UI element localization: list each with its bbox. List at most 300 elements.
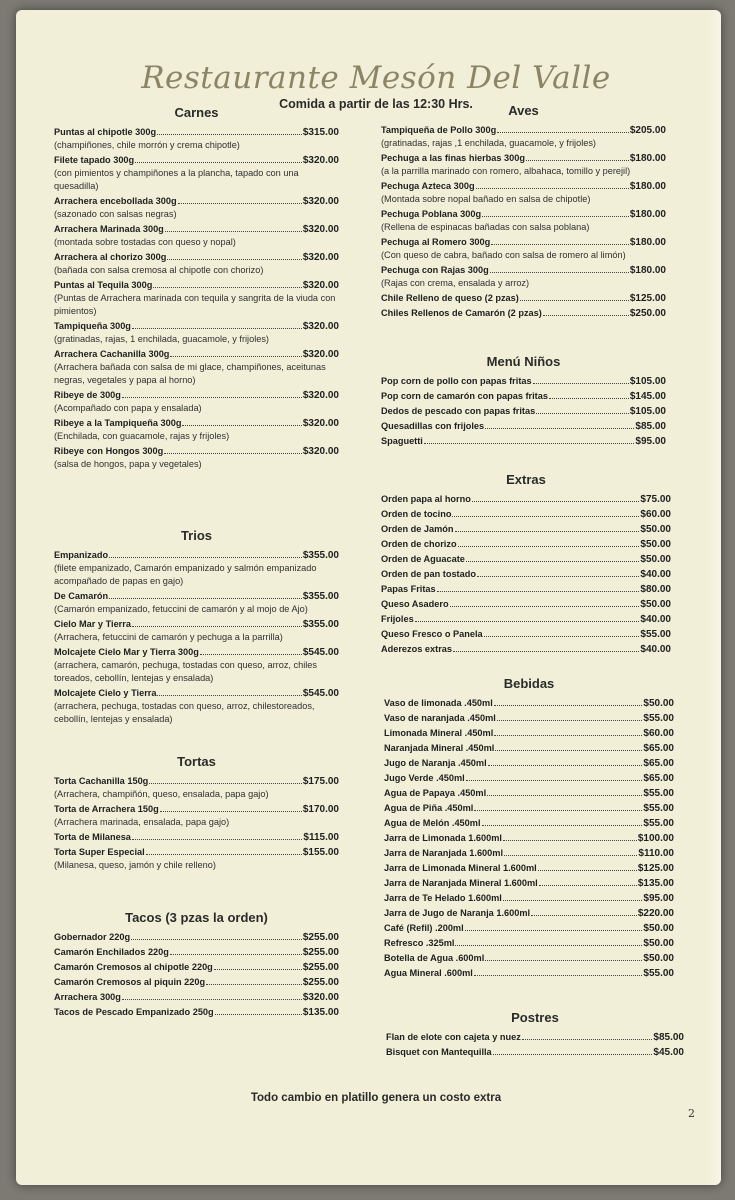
item-name: Pechuga Azteca 300g xyxy=(381,181,475,191)
item-price: $355.00 xyxy=(302,591,339,602)
item-price: $60.00 xyxy=(640,509,671,520)
menu-item xyxy=(54,445,339,471)
dot-leader xyxy=(109,598,302,599)
item-name: Camarón Cremosos al piquin 220g xyxy=(54,977,206,987)
dot-leader xyxy=(132,839,302,840)
menu-item xyxy=(381,435,666,448)
section-extras xyxy=(381,472,671,658)
item-description: (a la parrilla marinado con romero, albahaca, tomillo y perejil) xyxy=(381,166,631,176)
dot-leader xyxy=(494,705,643,706)
item-price: $255.00 xyxy=(302,932,339,943)
item-price: $320.00 xyxy=(302,446,339,457)
item-name: Agua de Melón .450ml xyxy=(384,818,481,828)
menu-item xyxy=(54,417,339,443)
item-description: (filete empanizado, Camarón empanizado y salmón empanizado acompañado de papas en gajo) xyxy=(54,563,317,586)
item-name: Arrachera encebollada 300g xyxy=(54,196,177,206)
menu-item-row xyxy=(381,390,666,403)
item-price: $55.00 xyxy=(640,629,671,640)
item-name: Bisquet con Mantequilla xyxy=(386,1047,492,1057)
item-price: $85.00 xyxy=(635,421,666,432)
item-name: Queso Fresco o Panela xyxy=(381,629,483,639)
section-heading: Trios xyxy=(180,528,213,543)
menu-item-row xyxy=(381,180,666,193)
dot-leader xyxy=(472,501,640,502)
menu-item-row xyxy=(384,772,674,785)
menu-item xyxy=(54,154,339,193)
menu-item xyxy=(384,952,674,965)
menu-item xyxy=(381,375,666,388)
dot-leader xyxy=(497,720,643,721)
menu-item xyxy=(381,390,666,403)
item-description: (gratinadas, rajas, 1 enchilada, guacamole, y frijoles) xyxy=(54,334,269,344)
item-name: Queso Asadero xyxy=(381,599,449,609)
item-price: $40.00 xyxy=(640,569,671,580)
menu-item xyxy=(384,712,674,725)
item-price: $320.00 xyxy=(302,321,339,332)
menu-item xyxy=(381,180,666,206)
dot-leader xyxy=(549,398,629,399)
item-name: Tacos de Pescado Empanizado 250g xyxy=(54,1007,214,1017)
dot-leader xyxy=(153,287,301,288)
menu-item xyxy=(54,549,339,588)
dot-leader xyxy=(494,735,642,736)
footer-note: Todo cambio en platillo genera un costo extra xyxy=(250,1092,502,1104)
item-name: Cielo Mar y Tierra xyxy=(54,619,131,629)
dot-leader xyxy=(200,654,302,655)
dot-leader xyxy=(453,651,639,652)
item-name: Ribeye a la Tampiqueña 300g xyxy=(54,418,182,428)
item-price: $40.00 xyxy=(640,614,671,625)
menu-item-row xyxy=(384,802,674,815)
menu-item xyxy=(386,1046,684,1059)
menu-item xyxy=(381,568,671,581)
dot-leader xyxy=(165,231,302,232)
menu-item xyxy=(381,523,671,536)
section-heading: Carnes xyxy=(174,105,219,120)
menu-item-row xyxy=(381,292,666,305)
menu-item xyxy=(381,208,666,234)
dot-leader xyxy=(132,626,302,627)
menu-item-row xyxy=(54,251,339,264)
menu-item-row xyxy=(381,264,666,277)
item-name: Limonada Mineral .450ml xyxy=(384,728,494,738)
dot-leader xyxy=(131,939,302,940)
item-price: $180.00 xyxy=(629,237,666,248)
item-price: $65.00 xyxy=(643,773,674,784)
item-name: Quesadillas con frijoles xyxy=(381,421,485,431)
menu-item-row xyxy=(384,952,674,965)
item-description: (Arrachera, champiñón, queso, ensalada, papa gajo) xyxy=(54,789,269,799)
dot-leader xyxy=(485,960,642,961)
dot-leader xyxy=(167,259,302,260)
item-description: (champiñones, chile morrón y crema chipotle) xyxy=(54,140,240,150)
menu-item xyxy=(54,251,339,277)
dot-leader xyxy=(452,516,639,517)
item-name: Jarra de Limonada 1.600ml xyxy=(384,833,502,843)
item-name: Pop corn de camarón con papas fritas xyxy=(381,391,548,401)
menu-item xyxy=(384,907,674,920)
menu-item xyxy=(381,420,666,433)
item-price: $320.00 xyxy=(302,155,339,166)
item-description: (Con queso de cabra, bañado con salsa de romero al limón) xyxy=(381,250,626,260)
menu-item-row xyxy=(381,553,671,566)
menu-item xyxy=(384,787,674,800)
menu-item xyxy=(384,922,674,935)
menu-item-row xyxy=(54,618,339,631)
item-name: Papas Fritas xyxy=(381,584,436,594)
item-name: Jarra de Naranjada Mineral 1.600ml xyxy=(384,878,538,888)
menu-item-row xyxy=(54,687,339,700)
item-name: Flan de elote con cajeta y nuez xyxy=(386,1032,521,1042)
dot-leader xyxy=(122,999,302,1000)
item-price: $50.00 xyxy=(643,923,674,934)
menu-item xyxy=(54,775,339,801)
menu-item-row xyxy=(54,279,339,292)
section-tacos xyxy=(54,910,339,1021)
menu-item-row xyxy=(384,877,674,890)
item-name: Vaso de naranjada .450ml xyxy=(384,713,496,723)
section-heading: Tortas xyxy=(177,754,216,769)
section-heading: Aves xyxy=(508,103,539,118)
dot-leader xyxy=(182,425,301,426)
dot-leader xyxy=(206,984,302,985)
section-postres xyxy=(386,1010,684,1061)
item-price: $100.00 xyxy=(637,833,674,844)
menu-item-row xyxy=(381,208,666,221)
menu-item xyxy=(381,598,671,611)
item-name: De Camarón xyxy=(54,591,109,601)
menu-item xyxy=(381,236,666,262)
menu-item-row xyxy=(381,643,671,656)
item-description: (arrachera, camarón, pechuga, tostadas con queso, arroz, chiles toreados, cebollín, lentejas y ensalada) xyxy=(54,660,318,683)
item-price: $180.00 xyxy=(629,153,666,164)
dot-leader xyxy=(455,531,640,532)
item-name: Tampiqueña 300g xyxy=(54,321,131,331)
item-name: Orden de chorizo xyxy=(381,539,457,549)
item-name: Torta Super Especial xyxy=(54,847,145,857)
dot-leader xyxy=(170,356,301,357)
item-description: (sazonado con salsas negras) xyxy=(54,209,177,219)
item-description: (Arrachera marinada, ensalada, papa gajo) xyxy=(54,817,230,827)
item-name: Tampiqueña de Pollo 300g xyxy=(381,125,497,135)
dot-leader xyxy=(543,315,629,316)
dot-leader xyxy=(178,203,302,204)
item-description: (bañada con salsa cremosa al chipotle con chorizo) xyxy=(54,265,264,275)
menu-item-row xyxy=(54,646,339,659)
menu-item-row xyxy=(54,946,339,959)
item-price: $545.00 xyxy=(302,647,339,658)
menu-item xyxy=(381,583,671,596)
item-name: Arrachera Marinada 300g xyxy=(54,224,164,234)
item-name: Vaso de limonada .450ml xyxy=(384,698,493,708)
item-name: Pechuga al Romero 300g xyxy=(381,237,491,247)
menu-item xyxy=(381,538,671,551)
item-price: $110.00 xyxy=(638,848,674,859)
menu-item-row xyxy=(381,538,671,551)
menu-item xyxy=(54,320,339,346)
item-price: $50.00 xyxy=(643,938,674,949)
menu-item-row xyxy=(384,712,674,725)
menu-item xyxy=(381,405,666,418)
item-description: (salsa de hongos, papa y vegetales) xyxy=(54,459,202,469)
menu-item-row xyxy=(54,126,339,139)
menu-item xyxy=(381,493,671,506)
section-carnes xyxy=(54,105,339,473)
item-name: Torta de Arrachera 150g xyxy=(54,804,159,814)
item-price: $145.00 xyxy=(629,391,666,402)
item-name: Café (Refil) .200ml xyxy=(384,923,464,933)
dot-leader xyxy=(522,1039,653,1040)
section-heading: Tacos (3 pzas la orden) xyxy=(125,910,268,925)
item-name: Camarón Enchilados 220g xyxy=(54,947,169,957)
page-number: 2 xyxy=(688,1107,695,1120)
dot-leader xyxy=(482,825,643,826)
dot-leader xyxy=(466,561,640,562)
item-price: $125.00 xyxy=(637,863,674,874)
item-name: Molcajete Cielo Mar y Tierra 300g xyxy=(54,647,199,657)
item-price: $250.00 xyxy=(629,308,666,319)
item-description: (Camarón empanizado, fetuccini de camarón y al mojo de Ajo) xyxy=(54,604,308,614)
menu-item xyxy=(54,348,339,387)
section-heading: Menú Niños xyxy=(486,354,561,369)
item-description: (Rellena de espinacas bañadas con salsa poblana) xyxy=(381,222,590,232)
menu-item-row xyxy=(54,931,339,944)
dot-leader xyxy=(484,636,640,637)
item-price: $255.00 xyxy=(302,947,339,958)
menu-item xyxy=(384,697,674,710)
item-price: $55.00 xyxy=(643,803,674,814)
dot-leader xyxy=(491,244,629,245)
item-name: Empanizado xyxy=(54,550,109,560)
menu-item xyxy=(381,643,671,656)
item-name: Puntas al Tequila 300g xyxy=(54,280,153,290)
menu-item-row xyxy=(384,697,674,710)
menu-item-row xyxy=(54,775,339,788)
menu-item-row xyxy=(384,847,674,860)
dot-leader xyxy=(458,546,640,547)
item-price: $95.00 xyxy=(635,436,666,447)
item-price: $135.00 xyxy=(302,1007,339,1018)
item-description: (Enchilada, con guacamole, rajas y frijoles) xyxy=(54,431,230,441)
menu-item xyxy=(384,937,674,950)
menu-item-row xyxy=(384,862,674,875)
menu-item xyxy=(54,389,339,415)
item-price: $50.00 xyxy=(640,539,671,550)
menu-item-row xyxy=(381,598,671,611)
dot-leader xyxy=(485,428,634,429)
item-name: Jugo de Naranja .450ml xyxy=(384,758,487,768)
item-price: $255.00 xyxy=(302,977,339,988)
menu-item-row xyxy=(381,523,671,536)
menu-item-row xyxy=(54,445,339,458)
menu-item-row xyxy=(54,154,339,167)
menu-item-row xyxy=(384,757,674,770)
item-description: (Puntas de Arrachera marinada con tequila y sangrita de la viuda con pimientos) xyxy=(54,293,336,316)
menu-item xyxy=(54,803,339,829)
item-name: Arrachera al chorizo 300g xyxy=(54,252,167,262)
dot-leader xyxy=(465,930,643,931)
item-name: Spaguetti xyxy=(381,436,423,446)
menu-item-row xyxy=(54,223,339,236)
dot-leader xyxy=(531,915,637,916)
item-name: Agua Mineral .600ml xyxy=(384,968,473,978)
item-price: $320.00 xyxy=(302,196,339,207)
dot-leader xyxy=(122,397,302,398)
item-name: Orden papa al horno xyxy=(381,494,471,504)
section-trios xyxy=(54,528,339,728)
dot-leader xyxy=(149,783,302,784)
item-price: $40.00 xyxy=(640,644,671,655)
item-price: $135.00 xyxy=(637,878,674,889)
item-name: Torta Cachanilla 150g xyxy=(54,776,149,786)
dot-leader xyxy=(536,413,629,414)
item-name: Botella de Agua .600ml xyxy=(384,953,485,963)
menu-item-row xyxy=(381,307,666,320)
menu-page xyxy=(16,10,721,1185)
menu-item xyxy=(381,152,666,178)
menu-item-row xyxy=(54,320,339,333)
menu-item xyxy=(384,817,674,830)
item-name: Puntas al chipotle 300g xyxy=(54,127,157,137)
item-price: $45.00 xyxy=(653,1047,684,1058)
item-name: Arrachera 300g xyxy=(54,992,121,1002)
menu-item xyxy=(384,772,674,785)
menu-item-row xyxy=(384,892,674,905)
item-price: $50.00 xyxy=(640,524,671,535)
item-price: $50.00 xyxy=(640,599,671,610)
dot-leader xyxy=(487,795,642,796)
dot-leader xyxy=(526,160,629,161)
item-description: (Milanesa, queso, jamón y chile relleno) xyxy=(54,860,216,870)
dot-leader xyxy=(490,272,629,273)
menu-item xyxy=(54,846,339,872)
menu-item xyxy=(54,831,339,844)
item-price: $75.00 xyxy=(640,494,671,505)
menu-item xyxy=(384,862,674,875)
item-price: $320.00 xyxy=(302,280,339,291)
item-name: Naranjada Mineral .450ml xyxy=(384,743,495,753)
item-price: $105.00 xyxy=(629,406,666,417)
menu-item xyxy=(384,802,674,815)
item-price: $315.00 xyxy=(302,127,339,138)
item-price: $545.00 xyxy=(302,688,339,699)
item-name: Pechuga con Rajas 300g xyxy=(381,265,489,275)
item-price: $320.00 xyxy=(302,992,339,1003)
dot-leader xyxy=(476,188,629,189)
item-price: $125.00 xyxy=(629,293,666,304)
menu-item-row xyxy=(381,613,671,626)
dot-leader xyxy=(109,557,302,558)
dot-leader xyxy=(474,975,643,976)
dot-leader xyxy=(135,162,302,163)
dot-leader xyxy=(497,132,629,133)
item-name: Jarra de Limonada Mineral 1.600ml xyxy=(384,863,537,873)
item-name: Chiles Rellenos de Camarón (2 pzas) xyxy=(381,308,542,318)
menu-item-row xyxy=(54,846,339,859)
dot-leader xyxy=(215,1014,302,1015)
item-price: $205.00 xyxy=(629,125,666,136)
menu-item-row xyxy=(381,435,666,448)
menu-item xyxy=(54,126,339,152)
menu-item xyxy=(384,892,674,905)
item-name: Orden de Jamón xyxy=(381,524,454,534)
menu-item-row xyxy=(386,1031,684,1044)
item-price: $55.00 xyxy=(643,788,674,799)
item-price: $50.00 xyxy=(643,953,674,964)
item-name: Orden de pan tostado xyxy=(381,569,476,579)
item-price: $255.00 xyxy=(302,962,339,973)
item-price: $55.00 xyxy=(643,818,674,829)
item-price: $355.00 xyxy=(302,550,339,561)
section-heading: Postres xyxy=(511,1010,559,1025)
menu-item-row xyxy=(54,803,339,816)
item-price: $355.00 xyxy=(302,619,339,630)
item-name: Jarra de Jugo de Naranja 1.600ml xyxy=(384,908,531,918)
dot-leader xyxy=(538,870,637,871)
item-description: (Montada sobre nopal bañado en salsa de chipotle) xyxy=(381,194,591,204)
item-price: $55.00 xyxy=(643,713,674,724)
item-price: $320.00 xyxy=(302,349,339,360)
item-name: Dedos de pescado con papas fritas xyxy=(381,406,536,416)
item-price: $95.00 xyxy=(643,893,674,904)
menu-item xyxy=(384,877,674,890)
item-price: $60.00 xyxy=(643,728,674,739)
menu-item xyxy=(381,628,671,641)
item-name: Refresco .325ml xyxy=(384,938,455,948)
item-description: (Acompañado con papa y ensalada) xyxy=(54,403,202,413)
menu-item xyxy=(381,613,671,626)
dot-leader xyxy=(477,576,639,577)
item-price: $50.00 xyxy=(640,554,671,565)
menu-item-row xyxy=(384,742,674,755)
menu-item xyxy=(54,1006,339,1019)
restaurant-title: Restaurante Mesón Del Valle xyxy=(141,60,611,96)
menu-item-row xyxy=(384,832,674,845)
item-description: (con pimientos y champiñones a la plancha, tapado con una quesadilla) xyxy=(54,168,299,191)
dot-leader xyxy=(504,855,637,856)
dot-leader xyxy=(539,885,637,886)
menu-item-row xyxy=(381,152,666,165)
menu-item-row xyxy=(54,991,339,1004)
menu-item xyxy=(386,1031,684,1044)
item-name: Chile Relleno de queso (2 pzas) xyxy=(381,293,519,303)
section-tortas xyxy=(54,754,339,874)
item-price: $85.00 xyxy=(653,1032,684,1043)
dot-leader xyxy=(450,606,640,607)
menu-item-row xyxy=(54,195,339,208)
item-name: Pechuga a las finas hierbas 300g xyxy=(381,153,526,163)
menu-item-row xyxy=(381,405,666,418)
dot-leader xyxy=(132,328,302,329)
item-price: $320.00 xyxy=(302,390,339,401)
menu-item xyxy=(54,991,339,1004)
menu-item-row xyxy=(54,348,339,361)
menu-item xyxy=(381,508,671,521)
item-description: (arrachera, pechuga, tostadas con queso, arroz, chilestoreados, cebollín, lentejas y ensalada) xyxy=(54,701,315,724)
menu-item xyxy=(381,292,666,305)
section-ninos xyxy=(381,354,666,450)
item-name: Aderezos extras xyxy=(381,644,452,654)
item-name: Filete tapado 300g xyxy=(54,155,135,165)
menu-item xyxy=(381,307,666,320)
dot-leader xyxy=(455,945,642,946)
item-price: $175.00 xyxy=(302,776,339,787)
menu-item-row xyxy=(54,961,339,974)
dot-leader xyxy=(424,443,635,444)
menu-item xyxy=(54,223,339,249)
laminate-sheen xyxy=(706,10,721,1185)
menu-item-row xyxy=(381,508,671,521)
